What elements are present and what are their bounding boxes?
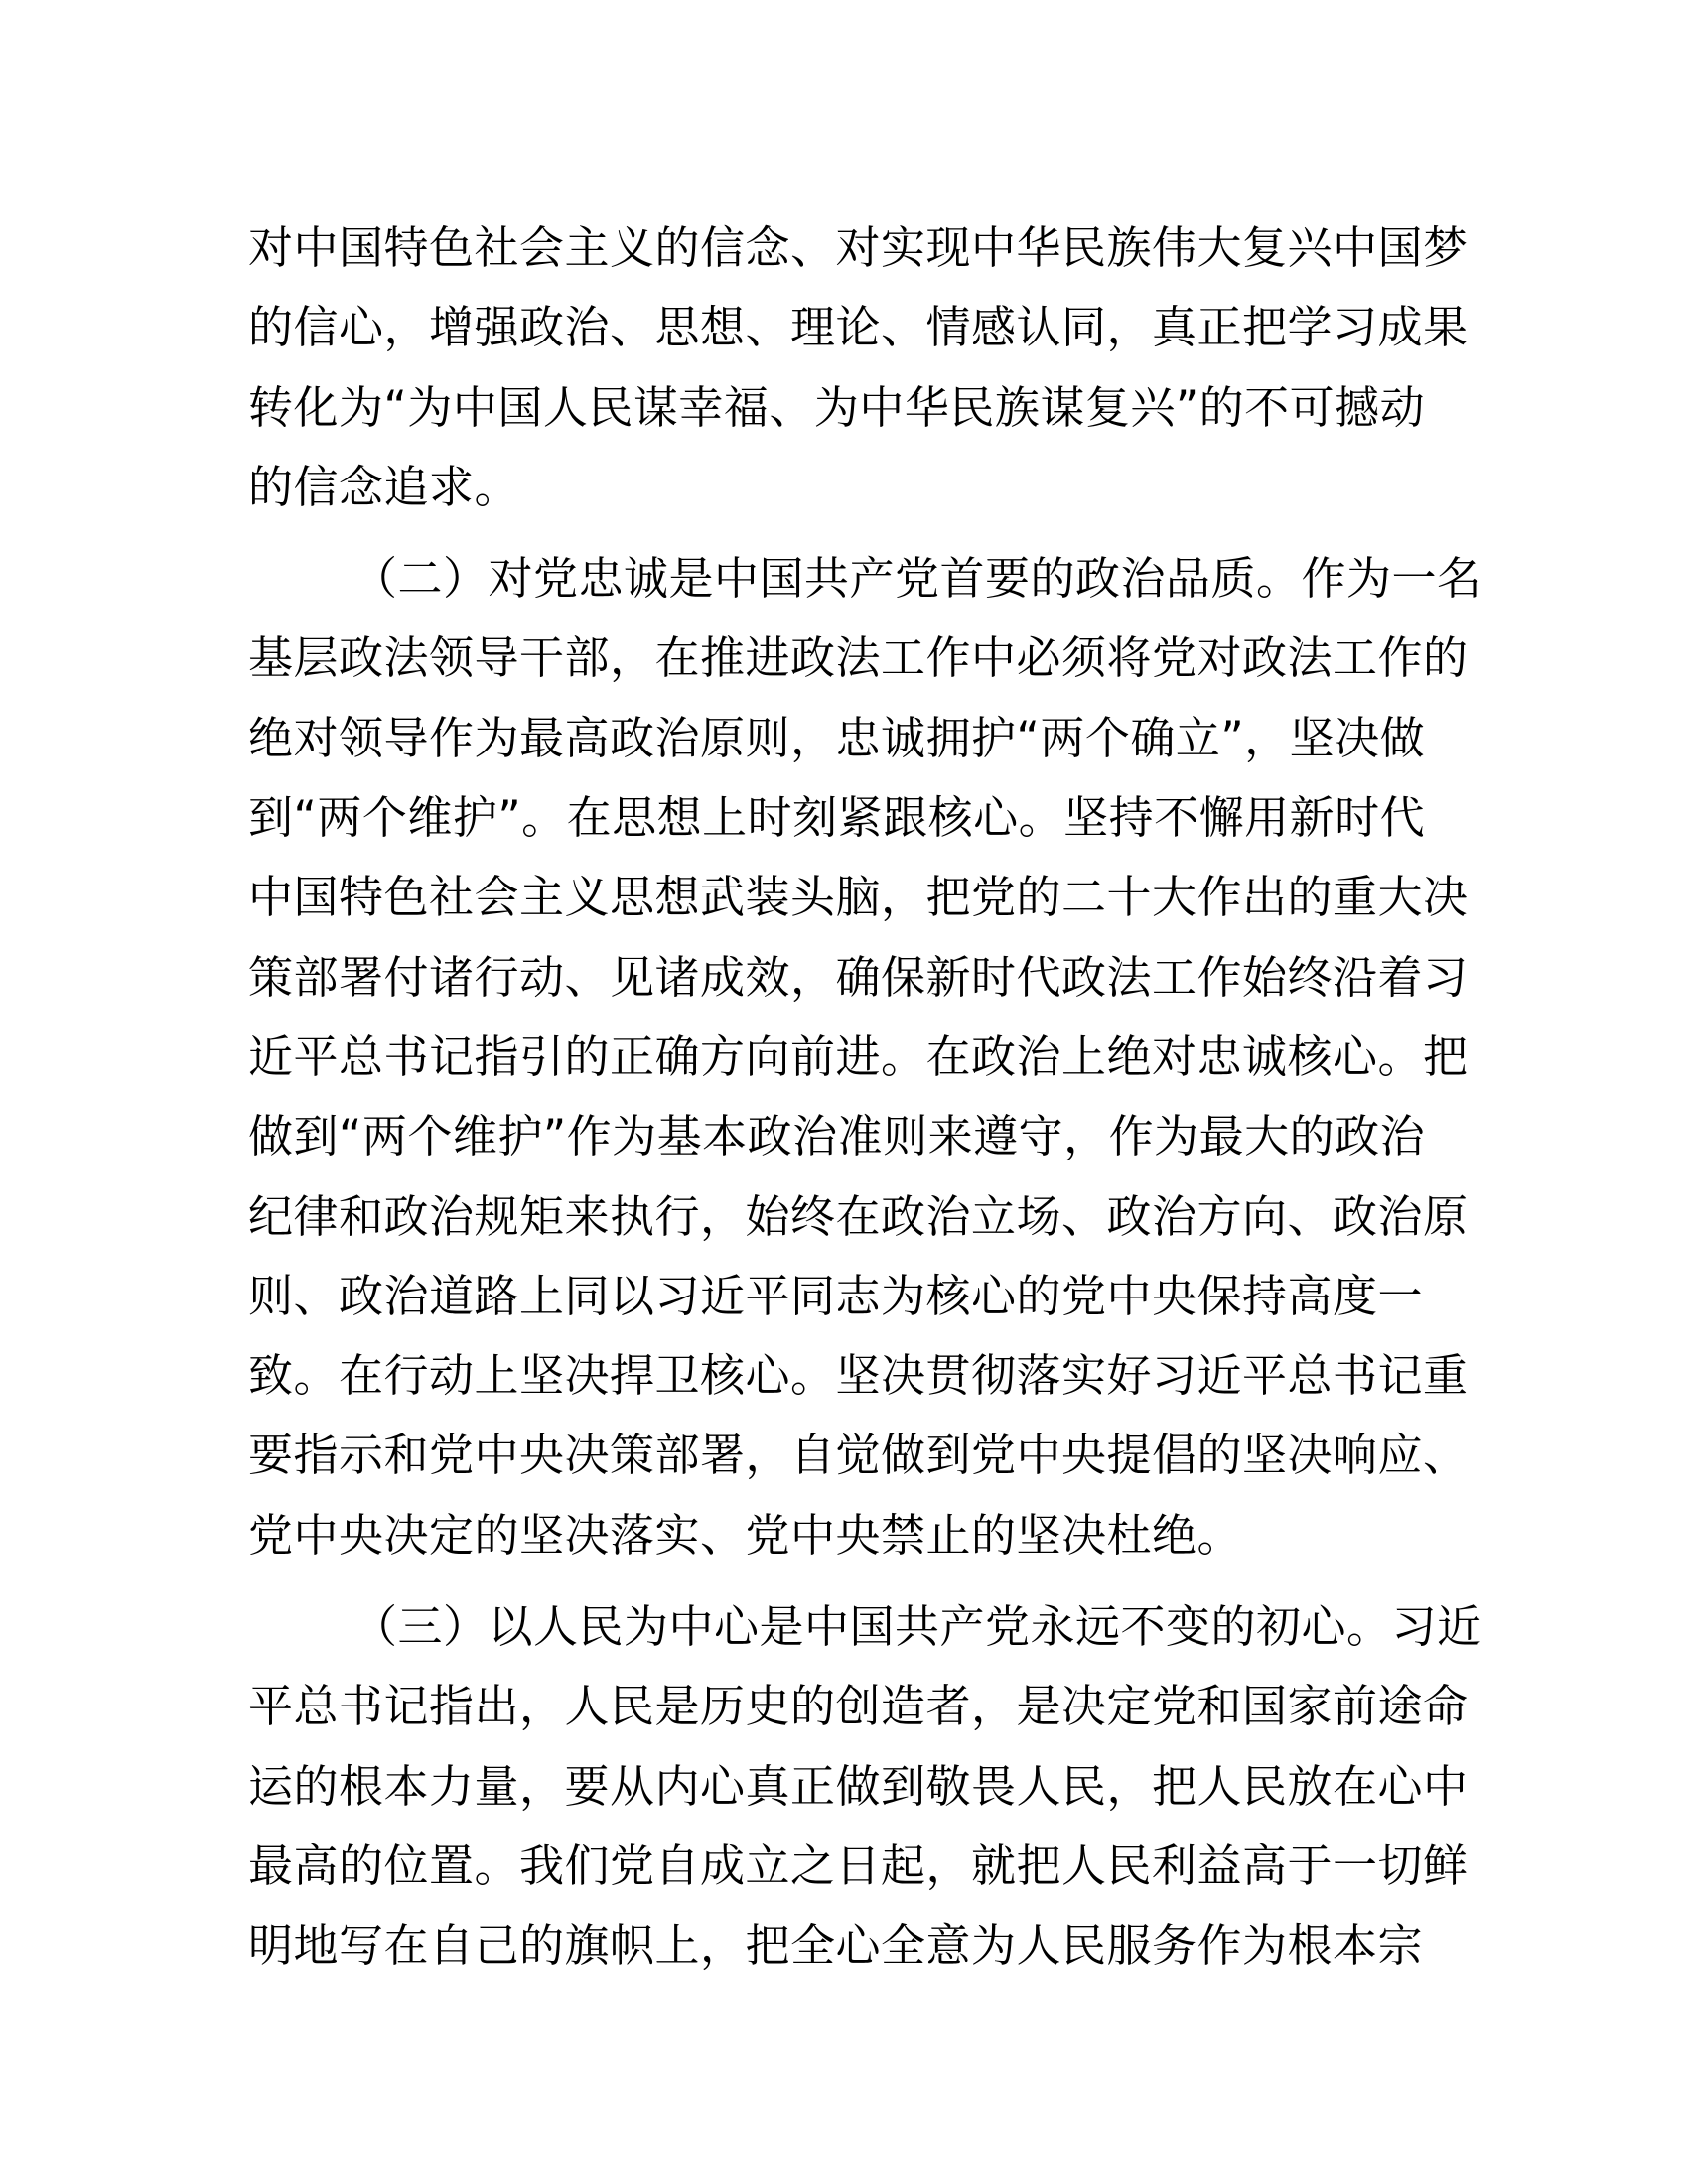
paragraph-line: 到“两个维护”。在思想上时刻紧跟核心。坚持不懈用新时代	[248, 791, 1426, 845]
paragraph-line: 做到“两个维护”作为基本政治准则来遵守，作为最大的政治	[248, 1110, 1426, 1163]
paragraph-3	[248, 1587, 1482, 1985]
paragraph-line: 最高的位置。我们党自成立之日起，就把人民利益高于一切鲜	[248, 1839, 1469, 1892]
paragraph-line: 基层政法领导干部，在推进政法工作中必须将党对政法工作的	[248, 631, 1469, 685]
paragraph-line: 纪律和政治规矩来执行，始终在政治立场、政治方向、政治原	[248, 1189, 1469, 1243]
paragraph-line: 要指示和党中央决策部署，自觉做到党中央提倡的坚决响应、	[248, 1429, 1469, 1482]
paragraph-line: 转化为“为中国人民谋幸福、为中华民族谋复兴”的不可撼动	[248, 380, 1426, 434]
paragraph-line: 近平总书记指引的正确方向前进。在政治上绝对忠诚核心。把	[248, 1029, 1469, 1083]
paragraph-line: 策部署付诸行动、见诸成效，确保新时代政法工作始终沿着习	[248, 950, 1469, 1004]
paragraph-line: 明地写在自己的旗帜上，把全心全意为人民服务作为根本宗	[248, 1919, 1424, 1973]
paragraph-line: 的信心，增强政治、思想、理论、情感认同，真正把学习成果	[248, 301, 1469, 354]
paragraph-line: 的信念追求。	[248, 460, 520, 513]
body-text	[248, 208, 1482, 1986]
paragraph-line: （二）对党忠诚是中国共产党首要的政治品质。作为一名	[352, 552, 1482, 606]
paragraph-line: （三）以人民为中心是中国共产党永远不变的初心。习近	[352, 1600, 1482, 1654]
paragraph-line: 党中央决定的坚决落实、党中央禁止的坚决杜绝。	[248, 1508, 1243, 1562]
paragraph-line: 中国特色社会主义思想武装头脑，把党的二十大作出的重大决	[248, 871, 1469, 924]
paragraph-2	[248, 539, 1482, 1575]
paragraph-line: 平总书记指出，人民是历史的创造者，是决定党和国家前途命	[248, 1680, 1469, 1733]
paragraph-line: 则、政治道路上同以习近平同志为核心的党中央保持高度一	[248, 1269, 1424, 1322]
paragraph-line: 对中国特色社会主义的信念、对实现中华民族伟大复兴中国梦	[248, 221, 1469, 274]
paragraph-1	[248, 208, 1469, 527]
paragraph-line: 绝对领导作为最高政治原则，忠诚拥护“两个确立”，坚决做	[248, 711, 1426, 764]
paragraph-line: 致。在行动上坚决捍卫核心。坚决贯彻落实好习近平总书记重	[248, 1349, 1469, 1403]
paragraph-line: 运的根本力量，要从内心真正做到敬畏人民，把人民放在心中	[248, 1759, 1469, 1813]
